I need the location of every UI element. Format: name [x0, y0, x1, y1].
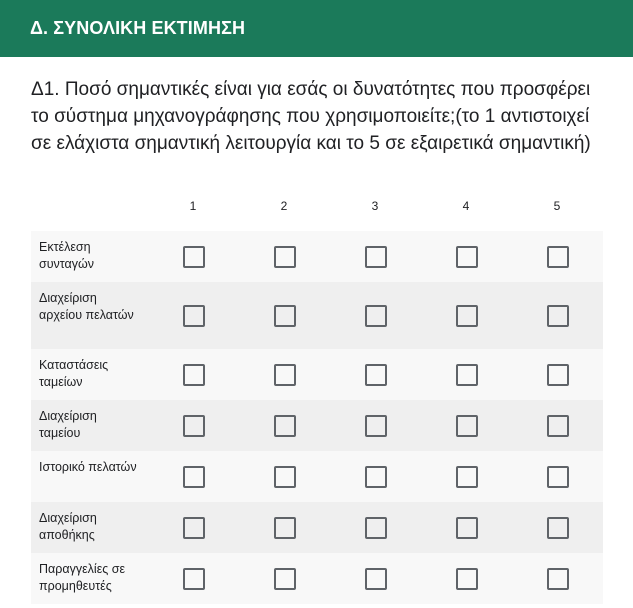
- rating-checkbox-4[interactable]: [456, 364, 478, 386]
- grid-row: [31, 349, 603, 400]
- section-header: [0, 0, 633, 57]
- rating-checkbox-5[interactable]: [547, 517, 569, 539]
- rating-checkbox-3[interactable]: [365, 305, 387, 327]
- rating-checkbox-1[interactable]: [183, 246, 205, 268]
- rating-checkbox-5[interactable]: [547, 415, 569, 437]
- rating-checkbox-1[interactable]: [183, 364, 205, 386]
- rating-checkbox-2[interactable]: [274, 305, 296, 327]
- rating-checkbox-4[interactable]: [456, 246, 478, 268]
- rating-checkbox-3[interactable]: [365, 568, 387, 590]
- grid-row: [31, 400, 603, 451]
- rating-checkbox-4[interactable]: [456, 305, 478, 327]
- rating-checkbox-3[interactable]: [365, 364, 387, 386]
- scale-header-row: [31, 195, 603, 231]
- row-label: Διαχείριση αρχείου πελατών: [39, 291, 134, 322]
- rating-checkbox-1[interactable]: [183, 415, 205, 437]
- rating-checkbox-5[interactable]: [547, 466, 569, 488]
- rating-checkbox-3[interactable]: [365, 466, 387, 488]
- scale-header-3: 3: [371, 199, 379, 213]
- rating-checkbox-3[interactable]: [365, 246, 387, 268]
- row-label: Ιστορικό πελατών: [39, 460, 137, 474]
- grid-row: [31, 231, 603, 282]
- scale-header-2: 2: [280, 199, 288, 213]
- rating-checkbox-1[interactable]: [183, 517, 205, 539]
- rating-checkbox-1[interactable]: [183, 568, 205, 590]
- grid-row: [31, 553, 603, 604]
- rating-checkbox-2[interactable]: [274, 568, 296, 590]
- rating-checkbox-5[interactable]: [547, 568, 569, 590]
- scale-header-5: 5: [553, 199, 561, 213]
- rating-checkbox-2[interactable]: [274, 246, 296, 268]
- rating-checkbox-2[interactable]: [274, 364, 296, 386]
- scale-header-4: 4: [462, 199, 470, 213]
- rating-checkbox-2[interactable]: [274, 415, 296, 437]
- section-title: Δ. ΣΥΝΟΛΙΚΗ ΕΚΤΙΜΗΣΗ: [30, 18, 246, 38]
- scale-header-1: 1: [189, 199, 197, 213]
- question-text: Δ1. Ποσό σημαντικές είναι για εσάς οι δυνατότητες που προσφέρει το σύστημα μηχανογράφησης που χρησιμοποιείτε;(το 1 αντιστοιχεί σε ελάχιστα σημαντική λειτουργία και το 5 σε εξαιρετικά σημαντική): [31, 79, 591, 154]
- rating-checkbox-4[interactable]: [456, 415, 478, 437]
- rating-rows: [31, 231, 603, 604]
- rating-checkbox-4[interactable]: [456, 466, 478, 488]
- rating-checkbox-4[interactable]: [456, 517, 478, 539]
- rating-checkbox-2[interactable]: [274, 517, 296, 539]
- row-label: Καταστάσεις ταμείων: [39, 358, 109, 389]
- row-label: Παραγγελίες σε προμηθευτές: [39, 562, 126, 593]
- rating-checkbox-5[interactable]: [547, 246, 569, 268]
- rating-checkbox-3[interactable]: [365, 517, 387, 539]
- grid-row: [31, 451, 603, 502]
- grid-row: [31, 282, 603, 349]
- rating-checkbox-5[interactable]: [547, 305, 569, 327]
- rating-checkbox-3[interactable]: [365, 415, 387, 437]
- rating-checkbox-5[interactable]: [547, 364, 569, 386]
- rating-checkbox-4[interactable]: [456, 568, 478, 590]
- rating-checkbox-1[interactable]: [183, 305, 205, 327]
- rating-checkbox-1[interactable]: [183, 466, 205, 488]
- row-label: Διαχείριση αποθήκης: [39, 511, 97, 542]
- grid-row: [31, 502, 603, 553]
- row-label: Διαχείριση ταμείου: [39, 409, 97, 440]
- rating-checkbox-2[interactable]: [274, 466, 296, 488]
- rating-grid: [31, 195, 603, 604]
- row-label: Εκτέλεση συνταγών: [39, 240, 95, 271]
